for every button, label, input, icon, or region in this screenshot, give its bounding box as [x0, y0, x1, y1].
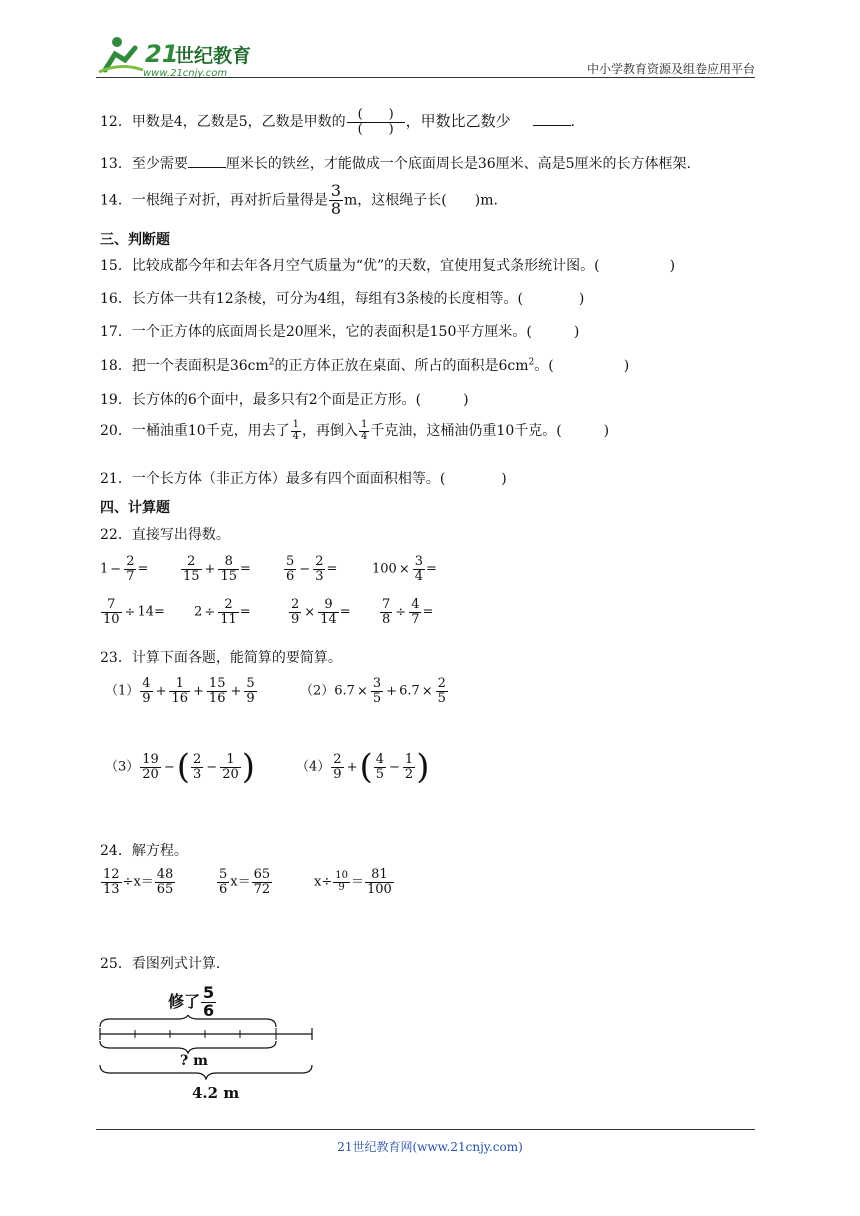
answer-blank[interactable] [533, 125, 571, 126]
calc-item: $\frac{2}{15}$ + $\frac{8}{15}$ = [183, 554, 251, 584]
question-number: 13． [100, 156, 132, 172]
answer-fraction-blank[interactable]: $\frac{( )}{( )}$ [347, 108, 405, 136]
question-13 [100, 153, 691, 173]
header-divider [96, 77, 755, 78]
question-text: 一根绳子对折，再对折后量得是 [131, 192, 328, 209]
calc-item-1: （1） $\frac{4}{9}$ + $\frac{1}{16}$ + $\frac{15}{16}$ + $\frac{5}{9}$ [105, 676, 255, 706]
section-heading-judgement: 三、判断题 [100, 232, 170, 248]
question-text-2: m，这根绳子长( )m. [344, 192, 498, 209]
calc-item: 100 × $\frac{3}{4}$ = [372, 554, 437, 584]
question-16: 16．长方体一共有12条棱，可分为4组，每组有3条棱的长度相等。( ) [100, 291, 585, 307]
equation-2: $\frac{5}{6}$ x＝ $\frac{65}{72}$ [219, 867, 271, 897]
fraction: $\frac{1}{4}$ [292, 419, 300, 442]
calc-item: $\frac{7}{10}$ ÷ 14= [103, 597, 165, 627]
equation-3: x÷ $\frac{10}{9}$ ＝ $\frac{81}{100}$ [314, 867, 392, 897]
logo-url: www.21cnjy.com [143, 68, 228, 79]
calc-item: 2 ÷ $\frac{2}{11}$ = [194, 597, 251, 627]
calc-item: $\frac{5}{6}$ − $\frac{2}{3}$ = [286, 554, 338, 584]
svg-text:21: 21 [145, 40, 179, 68]
header-right-text: 中小学教育资源及组卷应用平台 [586, 62, 755, 76]
calc-item: 1 − $\frac{2}{7}$ = [100, 554, 149, 584]
section-heading-calculation: 四、计算题 [100, 500, 170, 516]
question-22: 22．直接写出得数。 [100, 527, 230, 543]
calc-item: $\frac{7}{8}$ ÷ $\frac{4}{7}$ = [382, 597, 434, 627]
question-12: 12．甲数是4，乙数是5，乙数是甲数的 $\frac{( )}{( )}$ ，甲数比乙数少 . [100, 107, 576, 137]
segment-diagram [96, 1015, 316, 1080]
question-14 [100, 183, 498, 218]
site-logo [95, 32, 260, 80]
footer-divider [96, 1129, 755, 1130]
fraction: $\frac{1}{4}$ [361, 419, 368, 442]
footer-text: 21世纪教育网(www.21cnjy.com) [337, 1140, 523, 1154]
question-text-2: 厘米长的铁丝，才能做成一个底面周长是36厘米、高是5厘米的长方体框架. [225, 156, 691, 172]
question-18: 18．把一个表面积是$36cm^2$的正方体正放在桌面、所占的面积是$6cm^2$。( ) [100, 357, 630, 374]
diagram-label-total: 4.2 m [192, 1084, 240, 1102]
question-15: 15．比较成都今年和去年各月空气质量为“优”的天数，宜使用复式条形统计图。( ) [100, 258, 676, 274]
question-23: 23．计算下面各题，能简算的要简算。 [100, 650, 342, 666]
question-number: 14． [100, 192, 132, 209]
question-19: 19．长方体的6个面中，最多只有2个面是正方形。( ) [100, 392, 469, 408]
calc-item-2: （2）6.7 × $\frac{3}{5}$ + 6.7 × $\frac{2}{5}$ [300, 676, 446, 706]
question-text-2: ，甲数比乙数少 [405, 112, 511, 131]
diagram-label-unknown: ? m [180, 1053, 208, 1069]
logo-icon [95, 32, 260, 80]
calc-item: $\frac{2}{9}$ × $\frac{9}{14}$ = [291, 597, 351, 627]
equation-1: $\frac{12}{13}$ ÷x＝ $\frac{48}{65}$ [103, 867, 174, 897]
question-21: 21．一个长方体（非正方体）最多有四个面面积相等。( ) [100, 471, 507, 487]
diagram-label-top: 修了 $\frac{5}{6}$ [168, 983, 215, 1020]
question-25: 25．看图列式计算. [100, 956, 221, 972]
calc-item-3: （3） $\frac{19}{20}$ −( $\frac{2}{3}$ − $\frac{1}{20}$ ) [105, 747, 255, 787]
question-20: 20．一桶油重10千克，用去了 $\frac{1}{4}$ ，再倒入 $\frac{1}{4}$ 千克油，这桶油仍重10千克。( ) [100, 419, 610, 442]
question-24: 24．解方程。 [100, 843, 188, 859]
logo-text: 世纪教育 [175, 45, 252, 67]
question-17: 17．一个正方体的底面周长是20厘米，它的表面积是150平方厘米。( ) [100, 324, 580, 340]
fraction: $\frac{3}{8}$ [330, 181, 342, 218]
question-text: 甲数是4，乙数是5，乙数是甲数的 [131, 114, 346, 131]
question-number: 12． [100, 114, 132, 131]
answer-blank[interactable] [188, 167, 226, 168]
calc-item-4: （4） $\frac{2}{9}$ +( $\frac{4}{5}$ − $\frac{1}{2}$ ) [296, 747, 430, 787]
question-text: 至少需要 [131, 156, 188, 172]
